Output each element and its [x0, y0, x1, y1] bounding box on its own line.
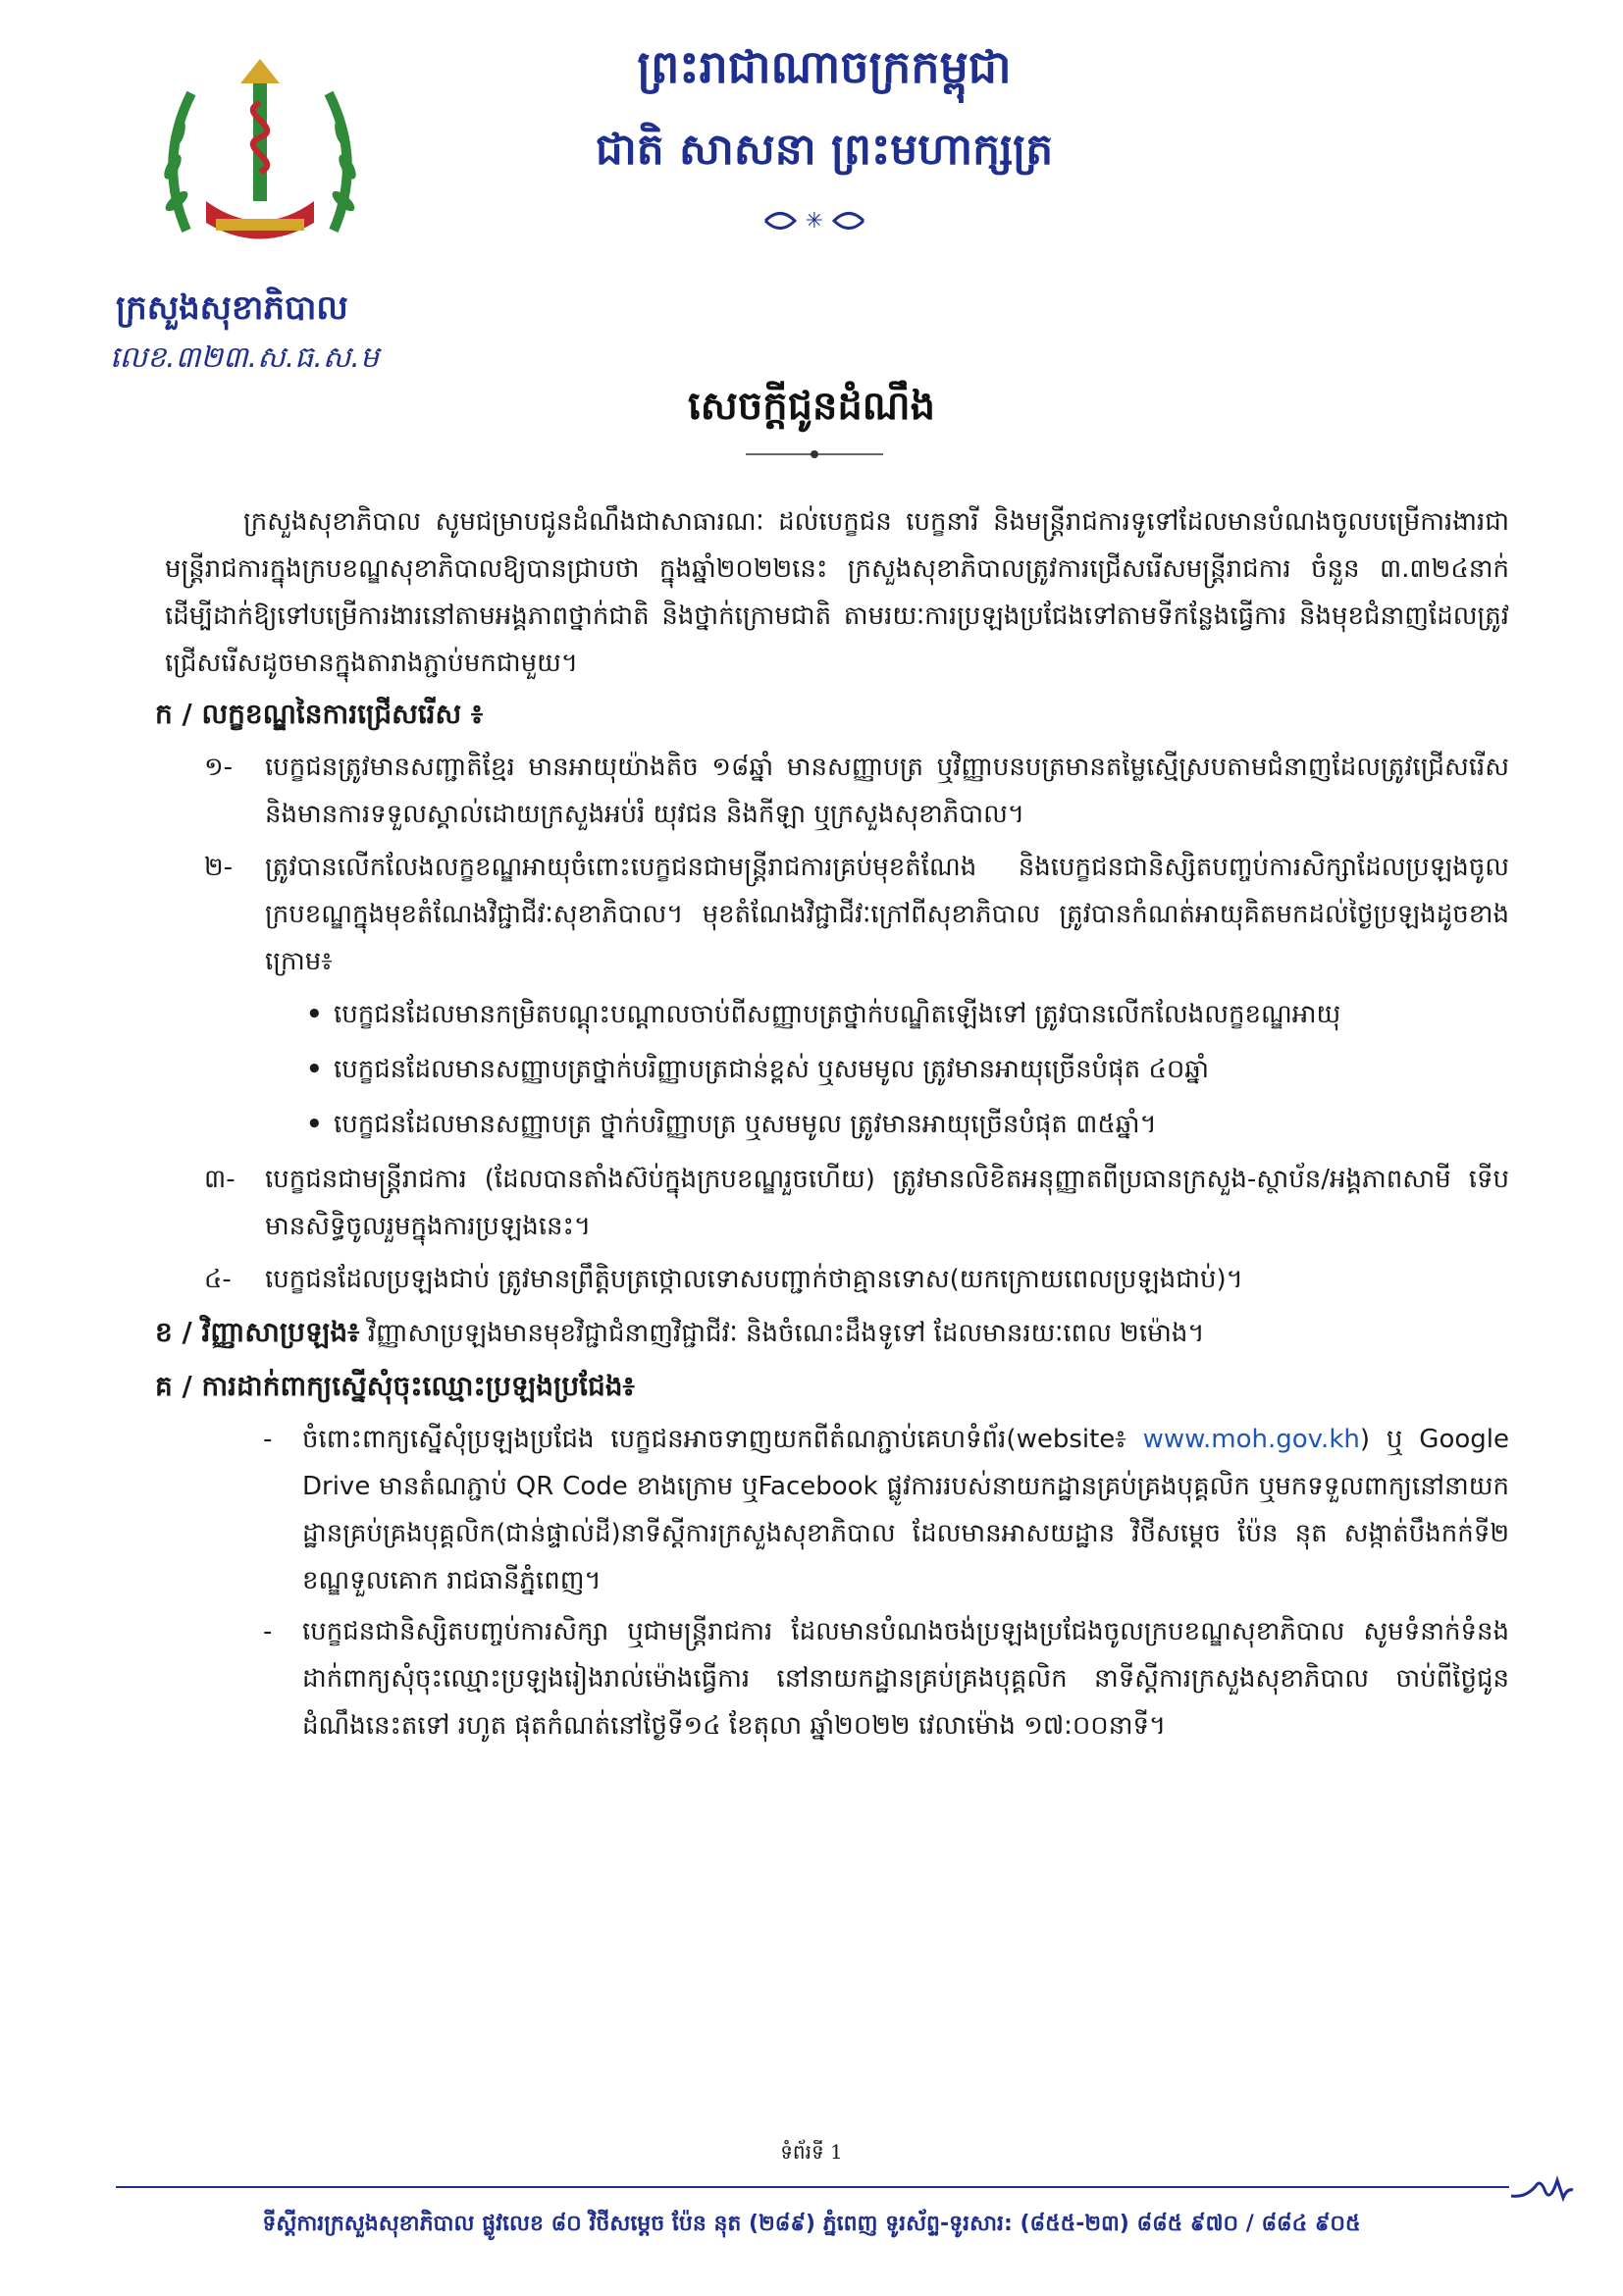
item-number: ៣-	[204, 1165, 236, 1194]
reference-number: លេខ.៣២៣.ស.ធ.ស.ម	[110, 340, 379, 375]
dash-marker: -	[263, 1617, 273, 1646]
item-number: ២-	[204, 853, 234, 882]
item-text: បេក្ខជនដែលប្រឡងជាប់ ត្រូវមានព្រឹត្តិបត្រថ្កោលទោសបញ្ជាក់ថាគ្មានទោស(យកក្រោយពេលប្រឡងជាប់)។	[265, 1265, 1243, 1294]
section-c-heading: គ / ការដាក់ពាក្យស្នើសុំចុះឈ្មោះប្រឡងប្រជែង៖	[155, 1370, 635, 1402]
bullet-item: • បេក្ខជនដែលមានសញ្ញាបត្រថ្នាក់បរិញ្ញាបត្រជាន់ខ្ពស់ ឬសមមូល ត្រូវមានអាយុច្រើនបំផុត ៤០ឆ្នាំ	[334, 1046, 1509, 1093]
item-number: ១-	[204, 753, 234, 782]
section-b-text: វិញ្ញាសាប្រឡងមានមុខវិជ្ជាជំនាញវិជ្ជាជីវៈ និងចំណេះដឹងទូទៅ ដែលមានរយៈពេល ២ម៉ោង។	[367, 1319, 1205, 1348]
list-item	[165, 1608, 1509, 1749]
item-text: ត្រូវបានលើកលែងលក្ខខណ្ឌអាយុចំពោះបេក្ខជនជាមន្ត្រីរាជការគ្រប់មុខតំណែង និងបេក្ខជនជានិស្សិតបញ្ចប់ការសិក្សាដែលប្រឡងចូលក្របខណ្ឌក្នុងមុខតំណែងវិជ្ជាជីវៈសុខាភិបាល។ មុខតំណែងវិជ្ជាជីវៈក្រៅពីសុខាភិបាល ត្រូវបានកំណត់អាយុគិតមកដល់ថ្ងៃប្រឡងដូចខាងក្រោម៖	[265, 853, 1509, 976]
svg-text:✳: ✳	[805, 209, 824, 234]
list-item	[165, 844, 1509, 985]
item-text	[302, 1416, 1509, 1604]
section-b	[155, 1309, 1509, 1357]
item-text-part: ) ឬ Google Drive មានតំណភ្ជាប់ QR Code ខាងក្រោម ឬFacebook ផ្លូវការរបស់នាយកដ្ឋានគ្រប់គ្រងបុគ្គលិក ឬមកទទួលពាក្យនៅនាយកដ្ឋានគ្រប់គ្រងបុគ្គលិក(ជាន់ផ្ទាល់ដី)នាទីស្តីការក្រសួងសុខាភិបាល ដែលមានអាសយដ្ឋាន វិថីសម្តេច ប៉ែន នុត សង្កាត់បឹងកក់ទី២ ខណ្ឌទួលគោក រាជធានីភ្នំពេញ។	[302, 1425, 1509, 1595]
page-number: ទំព័រទី 1	[780, 2140, 843, 2164]
ministry-name: ក្រសួងសុខាភិបាល	[116, 288, 348, 328]
item-number: ៤-	[204, 1265, 232, 1294]
ministry-emblem-icon	[147, 54, 373, 265]
title-divider-icon	[746, 446, 883, 462]
kingdom-title: ព្រះរាជាណាចក្រកម្ពុជា	[637, 40, 1012, 93]
document-body	[155, 498, 1509, 1753]
national-motto: ជាតិ សាសនា ព្រះមហាក្សត្រ	[595, 125, 1054, 175]
section-a-heading: ក / លក្ខខណ្ឌនៃការជ្រើសរើស ៖	[155, 698, 484, 730]
item-text-part: ចំពោះពាក្យស្នើសុំប្រឡងប្រជែង បេក្ខជនអាចទាញយកពីតំណភ្ជាប់គេហទំព័រ(website៖	[302, 1425, 1143, 1454]
item-text: បេក្ខជនជានិស្សិតបញ្ចប់ការសិក្សា ឬជាមន្ត្រីរាជការ ដែលមានបំណងចង់ប្រឡងប្រជែងចូលក្របខណ្ឌសុខាភិបាល សូមទំនាក់ទំនងដាក់ពាក្យសុំចុះឈ្មោះប្រឡងរៀងរាល់ម៉ោងធ្វើការ នៅនាយកដ្ឋានគ្រប់គ្រងបុគ្គលិក នាទីស្តីការក្រសួងសុខាភិបាល ចាប់ពីថ្ងៃជូនដំណឹងនេះតទៅ រហូត ផុតកំណត់នៅថ្ងៃទី១៤ ខែតុលា ឆ្នាំ២០២២ វេលាម៉ោង ១៧:០០នាទី។	[302, 1617, 1509, 1741]
initials-signature-icon	[1506, 2168, 1575, 2206]
footer-address: ទីស្តីការក្រសួងសុខាភិបាល ផ្លូវលេខ ៨០ វិថីសម្តេច ប៉ែន នុត (២៨៩) ភ្នំពេញ ទូរស័ព្ទ-ទូរសារ: (៨៥៥-២៣) ៨៨៥ ៩៧០ / ៨៨៤ ៩០៥	[262, 2212, 1361, 2236]
dash-marker: -	[263, 1425, 273, 1454]
section-b-heading: ខ / វិញ្ញាសាប្រឡង៖	[155, 1316, 360, 1348]
list-item	[165, 1256, 1509, 1303]
document-title: សេចក្តីជូនដំណឹង	[688, 384, 935, 429]
age-bullet-list	[165, 991, 1509, 1148]
item-text: បេក្ខជនត្រូវមានសញ្ជាតិខ្មែរ មានអាយុយ៉ាងតិច ១៨ឆ្នាំ មានសញ្ញាបត្រ ឬវិញ្ញាបនបត្រមានតម្លៃស្មើស្របតាមជំនាញដែលត្រូវជ្រើសរើស និងមានការទទួលស្គាល់ដោយក្រសួងអប់រំ យុវជន និងកីឡា ឬក្រសួងសុខាភិបាល។	[265, 753, 1509, 829]
ornament-icon	[756, 201, 873, 240]
list-item	[165, 1416, 1509, 1604]
bullet-item: • បេក្ខជនដែលមានសញ្ញាបត្រ ថ្នាក់បរិញ្ញាបត្រ ឬសមមូល ត្រូវមានអាយុច្រើនបំផុត ៣៥ឆ្នាំ។	[334, 1101, 1509, 1148]
footer-divider	[116, 2186, 1509, 2188]
item-text: បេក្ខជនជាមន្ត្រីរាជការ (ដែលបានតាំងស៊ប់ក្នុងក្របខណ្ឌរួចហើយ) ត្រូវមានលិខិតអនុញ្ញាតពីប្រធានក្រសួង-ស្ថាប័ន/អង្គភាពសាមី ទើបមានសិទ្ធិចូលរួមក្នុងការប្រឡងនេះ។	[265, 1165, 1509, 1241]
intro-paragraph: ក្រសួងសុខាភិបាល សូមជម្រាបជូនដំណឹងជាសាធារណៈ ដល់បេក្ខជន បេក្ខនារី និងមន្ត្រីរាជការទូទៅដែលមានបំណងចូលបម្រើការងារជាមន្ត្រីរាជការក្នុងក្របខណ្ឌសុខាភិបាលឱ្យបានជ្រាបថា ក្នុងឆ្នាំ២០២២នេះ ក្រសួងសុខាភិបាលត្រូវការជ្រើសរើសមន្ត្រីរាជការ ចំនួន ៣.៣២៤នាក់ ដើម្បីដាក់ឱ្យទៅបម្រើការងារនៅតាមអង្គភាពថ្នាក់ជាតិ និងថ្នាក់ក្រោមជាតិ តាមរយៈការប្រឡងប្រជែងទៅតាមទីកន្លែងធ្វើការ និងមុខជំនាញដែលត្រូវជ្រើសរើសដូចមានក្នុងតារាងភ្ជាប់មកជាមួយ។	[165, 507, 1509, 678]
bullet-item: • បេក្ខជនដែលមានកម្រិតបណ្តុះបណ្តាលចាប់ពីសញ្ញាបត្រថ្នាក់បណ្ឌិតឡើងទៅ ត្រូវបានលើកលែងលក្ខខណ្ឌអាយុ	[334, 991, 1509, 1038]
list-item	[165, 744, 1509, 838]
list-item	[165, 1156, 1509, 1250]
website-link[interactable]: www.moh.gov.kh	[1142, 1425, 1360, 1454]
